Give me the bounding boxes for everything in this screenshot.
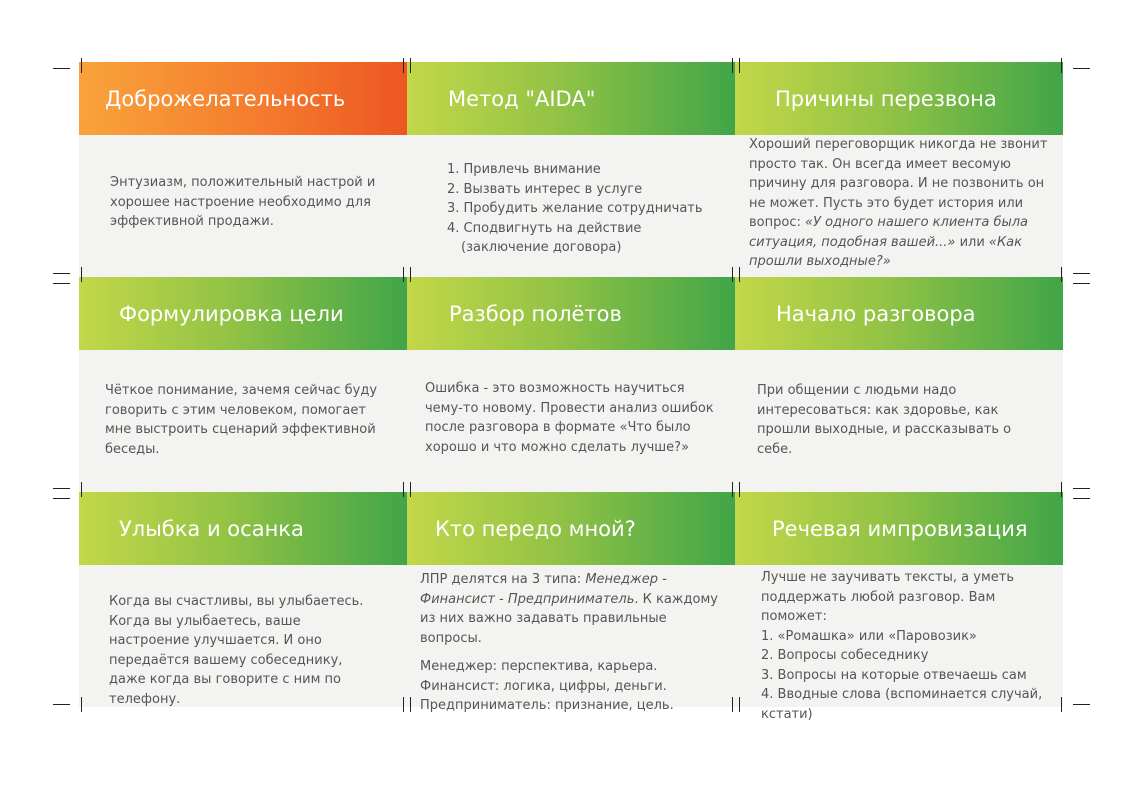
card-title: Формулировка цели [119,301,344,326]
quote-two: «Как прошли выходные?» [749,234,1022,269]
crop-mark [732,267,733,282]
list-item: 1. «Ромашка» или «Паровозик» [761,628,977,644]
list-item: 2. Вызвать интерес в услуге [447,181,643,197]
crop-mark [53,704,70,705]
crop-mark [410,267,411,282]
card-title: Улыбка и осанка [119,516,304,541]
card-start [735,277,1063,492]
card-aida [407,62,735,277]
crop-mark [410,697,411,712]
card-title: Кто передо мной? [435,516,636,541]
card-callback [735,62,1063,277]
card-goal [79,277,407,492]
who-intro: ЛПР делятся на 3 типа: [420,572,586,587]
business-card-sheet [79,62,1063,722]
card-text: При общении с людьми надо интересоваться: как здоровье, как прошли выходные, и рассказывать о себе. [757,383,1012,457]
crop-mark [410,482,411,497]
card-body [749,135,1051,272]
list-item: Финансист: логика, цифры, деньги. [420,678,667,694]
crop-mark [732,482,733,497]
crop-mark [1073,68,1090,69]
card-header [79,492,407,565]
crop-mark [1061,58,1062,73]
card-body [761,568,1043,724]
card-body [105,381,381,459]
list-item: 4. Вводные слова (вспоминается случай, кстати) [761,687,1043,722]
card-title: Причины перезвона [775,86,997,111]
card-header [735,492,1063,565]
crop-mark [53,488,70,489]
card-text: Ошибка - это возможность научиться чему-то новому. Провести анализ ошибок после разговора в формате «Что было хорошо и что можно сделать лучше?» [425,381,714,455]
crop-mark [739,267,740,282]
crop-mark [403,58,404,73]
crop-mark [81,482,82,497]
crop-mark [732,58,733,73]
card-header [79,62,407,135]
crop-mark [739,482,740,497]
card-improv [735,492,1063,722]
list-item: 3. Вопросы на которые отвечаешь сам [761,667,1027,683]
crop-mark [403,697,404,712]
card-who [407,492,735,713]
crop-mark [403,267,404,282]
crop-mark [1073,283,1090,284]
who-types: Менеджер - Финансист - Предприниматель [420,572,667,607]
crop-mark [732,697,733,712]
card-title: Метод "AIDA" [448,86,596,111]
card-body [447,160,721,258]
card-text-main: Хороший переговорщик никогда не звонит просто так. Он всегда имеет весомую причину для разговора. И не позвонить он не может. Пусть это будет история или вопрос: [749,137,1048,230]
list-item: Предприниматель: признание, цель. [420,698,674,713]
card-text: Чёткое понимание, зачемя сейчас буду говорить с этим человеком, помогает мне выстроить сценарий эффективной беседы. [105,383,378,457]
card-header [735,62,1063,135]
card-text: Когда вы счастливы, вы улыбаетесь. Когда вы улыбаетесь, ваше настроение улучшается. И оно передаётся вашему собеседнику, даже когда вы говорите с ним по телефону. [109,594,364,707]
card-header [407,277,735,350]
card-header [407,492,735,565]
crop-mark [53,273,70,274]
crop-mark [81,58,82,73]
card-body [757,381,1039,459]
card-body [110,173,381,232]
card-text [749,135,1051,272]
card-review [407,277,735,492]
card-smile [79,492,407,707]
card-header [407,62,735,135]
crop-mark [53,498,70,499]
crop-mark [1061,697,1062,712]
card-title: Начало разговора [776,301,976,326]
card-text: Энтузиазм, положительный настрой и хорошее настроение необходимо для эффективной продажи. [110,175,376,229]
quote-connector: или [955,234,989,250]
quote-one: «У одного нашего клиента была ситуация, подобная вашей...» [749,215,1028,250]
crop-mark [81,267,82,282]
list-item: 3. Пробудить желание сотрудничать [447,201,703,216]
card-header [735,277,1063,350]
crop-mark [53,283,70,284]
crop-mark [1061,482,1062,497]
crop-mark [1061,267,1062,282]
crop-mark [1073,488,1090,489]
crop-mark [81,697,82,712]
crop-mark [1073,704,1090,705]
card-body [109,592,381,709]
list-item: 4. Сподвигнуть на действие [447,220,642,236]
card-text: Лучше не заучивать тексты, а уметь поддержать любой разговор. Вам поможет: [761,570,1015,624]
card-text [420,570,725,648]
card-title: Речевая импровизация [772,516,1028,541]
crop-mark [1073,498,1090,499]
list-item: 2. Вопросы собеседнику [761,648,929,663]
crop-mark [53,68,70,69]
list-item: (заключение договора) [461,240,622,255]
who-intro-end: . К каждому из них важно задавать правильные вопросы. [420,591,718,646]
crop-mark [1073,273,1090,274]
card-header [79,277,407,350]
crop-mark [739,58,740,73]
card-body [420,570,725,716]
crop-mark [739,697,740,712]
list-item: 1. Привлечь внимание [447,162,601,177]
crop-mark [410,58,411,73]
card-title: Доброжелательность [105,86,346,111]
card-title: Разбор полётов [449,301,622,326]
crop-mark [403,482,404,497]
card-goodwill [79,62,407,277]
list-item: Менеджер: перспектива, карьера. [420,659,658,674]
card-body [425,379,715,457]
